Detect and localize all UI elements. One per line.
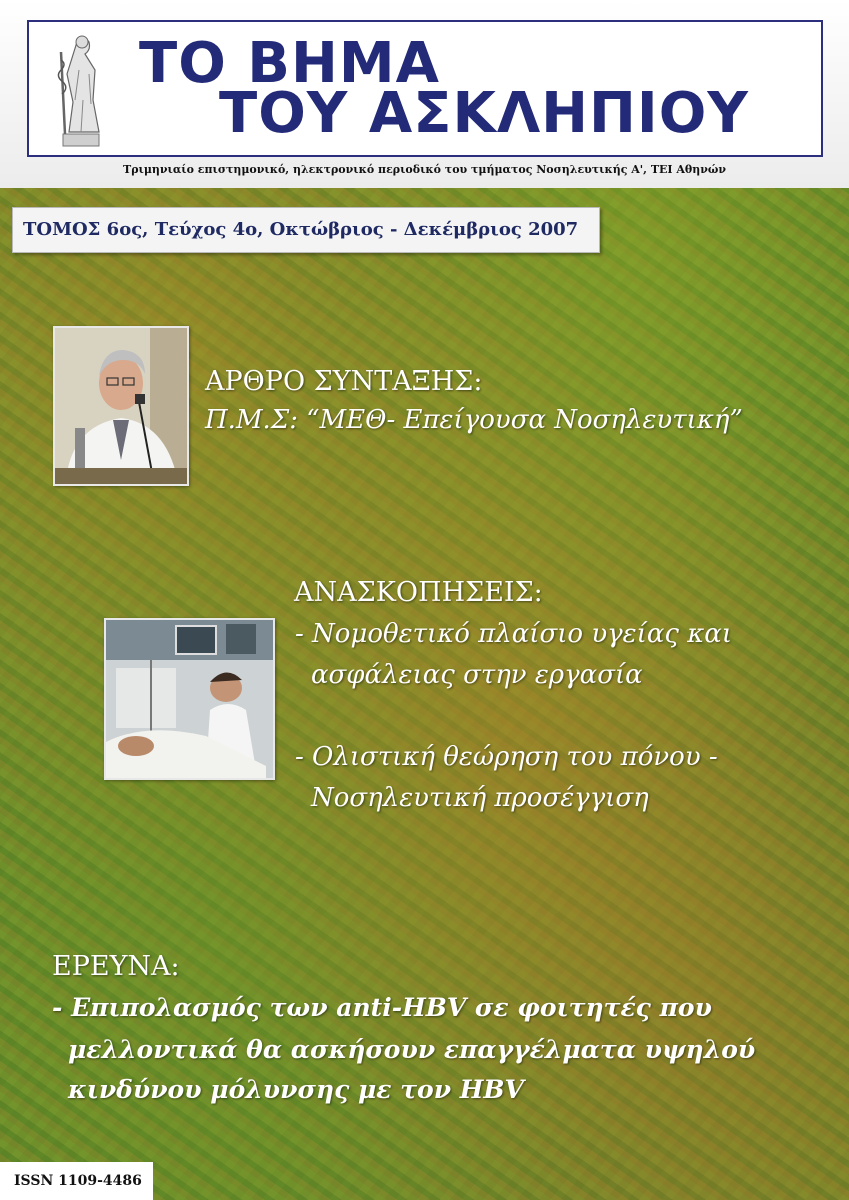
review-item-1-line-1: - Νομοθετικό πλαίσιο υγείας και bbox=[295, 619, 733, 649]
journal-title-line-2: ΤΟΥ ΑΣΚΛΗΠΙΟΥ bbox=[219, 81, 749, 146]
asclepius-statue-icon bbox=[49, 30, 111, 148]
review-item-2-line-2: Νοσηλευτική προσέγγιση bbox=[311, 783, 649, 813]
review-item-1-line-2: ασφάλειας στην εργασία bbox=[311, 660, 643, 690]
editorial-heading: ΑΡΘΡΟ ΣΥΝΤΑΞΗΣ: bbox=[205, 366, 483, 397]
research-item-line-2: μελλοντικά θα ασκήσουν επαγγέλματα υψηλού bbox=[68, 1035, 756, 1064]
research-item-line-3: κινδύνου μόλυνσης με τον HBV bbox=[68, 1075, 524, 1104]
masthead bbox=[0, 0, 849, 188]
journal-title-line-1: ΤΟ ΒΗΜΑ bbox=[139, 31, 440, 96]
review-item-2-line-1: - Ολιστική θεώρηση του πόνου - bbox=[295, 742, 718, 772]
research-heading: ΕΡΕΥΝΑ: bbox=[52, 951, 180, 982]
issn-label: ISSN 1109-4486 bbox=[0, 1162, 153, 1200]
issue-label: ΤΟΜΟΣ 6ος, Τεύχος 4ο, Οκτώβριος - Δεκέμβριος 2007 bbox=[12, 207, 600, 253]
icu-photo bbox=[104, 618, 275, 780]
editor-photo bbox=[53, 326, 189, 486]
research-item-line-1: - Επιπολασμός των anti-HBV σε φοιτητές που bbox=[52, 993, 712, 1022]
reviews-heading: ΑΝΑΣΚΟΠΗΣΕΙΣ: bbox=[294, 577, 543, 608]
title-box bbox=[27, 20, 823, 157]
editorial-item: Π.Μ.Σ: “ΜΕΘ- Επείγουσα Νοσηλευτική” bbox=[205, 405, 743, 435]
journal-subtitle: Τριμηνιαίο επιστημονικό, ηλεκτρονικό περιοδικό του τμήματος Νοσηλευτικής Α', ΤΕΙ Αθηνών bbox=[123, 163, 726, 176]
